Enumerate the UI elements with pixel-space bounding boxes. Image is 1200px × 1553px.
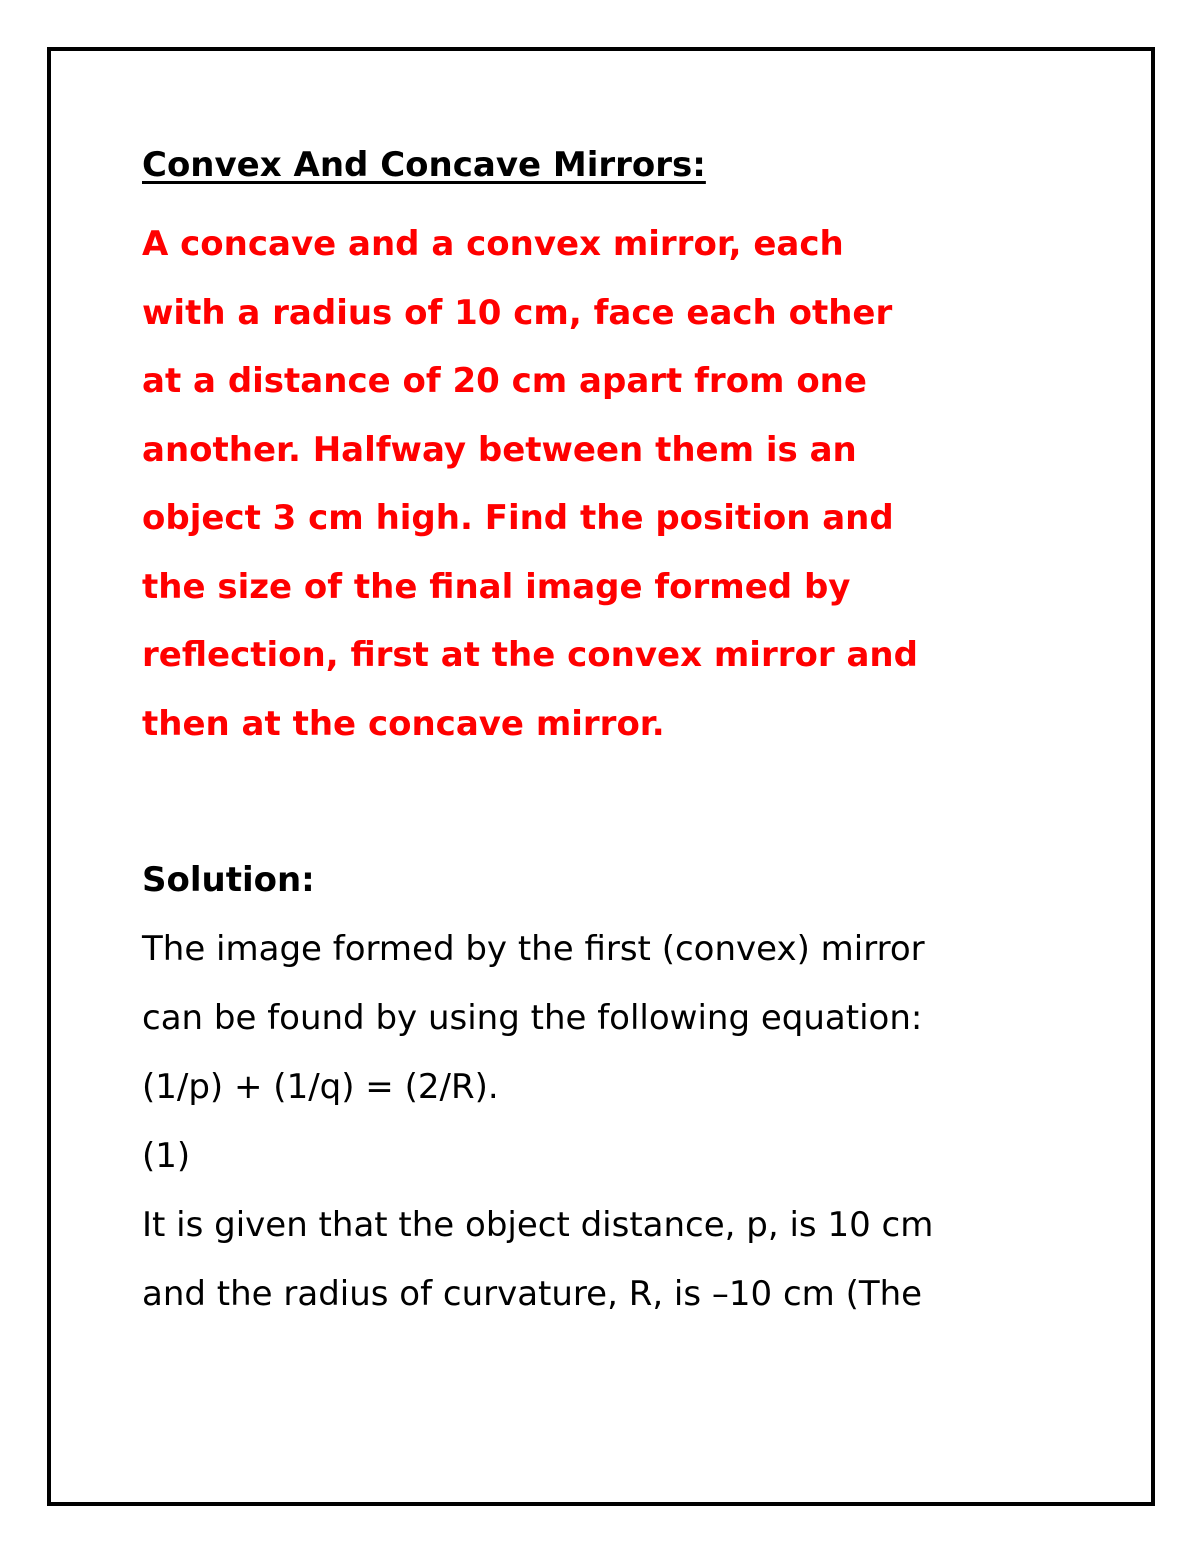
- solution-line: It is given that the object distance, p, is 10 cm: [142, 1205, 934, 1245]
- solution-line: and the radius of curvature, R, is –10 cm (The: [142, 1274, 923, 1314]
- problem-line: the size of the final image formed by: [142, 566, 851, 607]
- problem-line: then at the concave mirror.: [142, 703, 665, 744]
- problem-line: at a distance of 20 cm apart from one: [142, 361, 867, 401]
- solution-line: can be found by using the following equation:: [142, 998, 923, 1038]
- solution-body: [142, 915, 1102, 1329]
- document-content: [142, 140, 1102, 1329]
- document-title: Convex And Concave Mirrors:: [142, 145, 706, 185]
- problem-line: object 3 cm high. Find the position and: [142, 498, 894, 538]
- problem-line: another. Halfway between them is an: [142, 429, 857, 470]
- solution-line: The image formed by the first (convex) mirror: [142, 929, 925, 969]
- problem-line: reflection, first at the convex mirror and: [142, 635, 918, 675]
- problem-statement: [142, 210, 1102, 758]
- problem-line: with a radius of 10 cm, face each other: [142, 292, 893, 333]
- solution-line: (1/p) + (1/q) = (2/R).: [142, 1067, 499, 1107]
- solution-heading: Solution:: [142, 860, 315, 900]
- problem-line: A concave and a convex mirror, each: [142, 224, 844, 264]
- solution-line: (1): [142, 1136, 191, 1176]
